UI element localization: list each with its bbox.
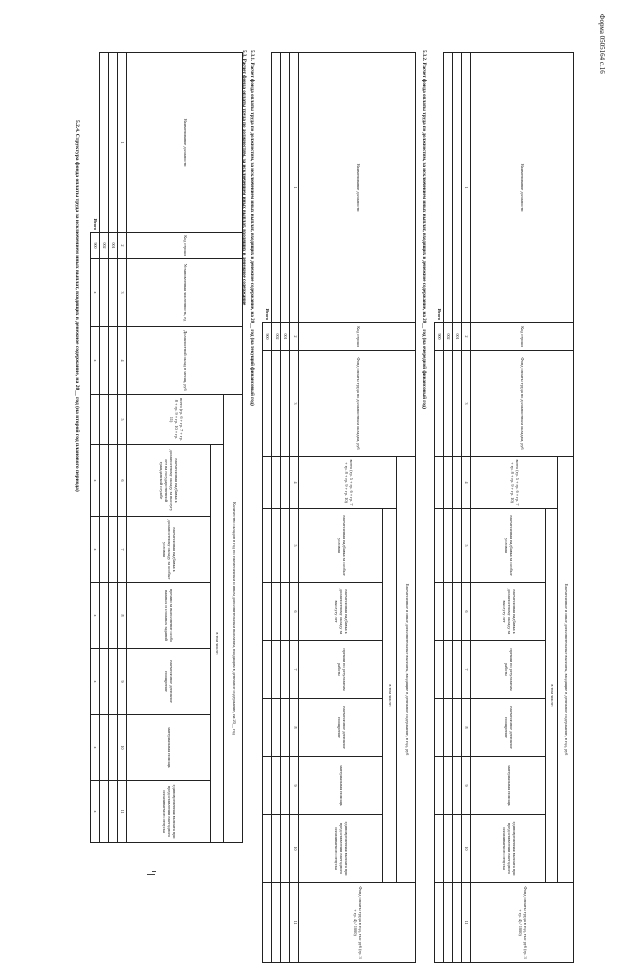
scan-mark [152, 871, 156, 874]
header-c9: материальная помощь [470, 757, 546, 815]
header-c6: ежемесячная надбавка к должностному окладу за выслугу лет [470, 583, 546, 641]
header-in-that: в том числе: [546, 509, 557, 883]
total-label: Итого [265, 308, 271, 320]
total-label: Итого [437, 308, 443, 320]
header-c9: ежемесячное денежное поощрение [127, 649, 210, 715]
table-fot-current-year [262, 52, 416, 963]
header-group: Количество окладов в год по ежемесячным и иным дополнительным выплатам, входящим в денежное содержание, на 20__ год [224, 395, 243, 843]
total-row: Итого 900 х х х х х х х х [91, 53, 100, 843]
header-fot-total: Фонд оплаты труда в год, тыс руб (гр. 3 + гр. 4) / 1000) [299, 883, 416, 963]
table-row: 001 [452, 53, 461, 963]
total-row: Итого 900 [435, 53, 444, 963]
header-position-name: Наименование должности [470, 53, 573, 323]
header-total: всего (гр. 5 + гр. 6 + гр. 7 + гр. 8 + гр. 9 + гр. 10) [299, 457, 397, 509]
table-fot-next-year [434, 52, 574, 963]
total-row: Итого 900 [263, 53, 272, 963]
header-in-that: в том числе: [210, 445, 224, 843]
header-c11: единовременная выплата при предоставлении ежегодного оплачиваемого отпуска [127, 781, 210, 843]
header-c5: ежемесячная надбавка за особые условия [299, 509, 383, 583]
header-fot-salary: Фонд оплаты труда по должностным окладам, руб [299, 351, 416, 457]
header-line-code: Код строки [470, 323, 573, 351]
header-c10: единовременная выплата при предоставлении ежегодного оплачиваемого отпуска [470, 815, 546, 883]
header-c9: материальная помощь [299, 757, 383, 815]
header-group: Ежемесячные и иные дополнительные выплаты, входящие в денежное содержание, в год, руб [397, 457, 416, 883]
header-c7: премии по результатам работы [299, 641, 383, 699]
header-c8: ежемесячное денежное поощрение [299, 699, 383, 757]
header-salary: Должностной оклад в месяц, руб [127, 327, 243, 395]
header-group: Ежемесячные и иные дополнительные выплаты, входящие в денежное содержание, в год, руб [557, 457, 573, 883]
header-c8: премии за выполнение особо важных и сложных заданий [127, 583, 210, 649]
section-5-3-1-heading: 5.3.1. Расчет фонда оплаты труда по должностям, за исключением иных выплат, входящих в денежное содержание, на 20__ год (на текущий финансовый год) [249, 50, 254, 406]
table-row: 001 [281, 53, 290, 963]
header-c5: ежемесячная надбавка за особые условия [470, 509, 546, 583]
table-row: 001 [109, 53, 118, 843]
total-label: Итого [93, 218, 99, 230]
header-c6: ежемесячная надбавка к должностному окладу за выслугу лет на государственной гражданской службе [127, 445, 210, 517]
header-fot-total: Фонд оплаты труда в год, тыс руб (гр. 3 + гр. 4) / 1000) [470, 883, 573, 963]
column-numbers-row: 1 2 3 4 5 6 7 8 9 10 11 [117, 53, 126, 843]
section-5-2-4-heading: 5.2.4. Структура фонда оплаты труда за исключением иных выплат, входящих в денежное содержание, на 20__ год (на второй год планового периода) [74, 120, 80, 492]
table-row: 002 [272, 53, 281, 963]
header-c8: ежемесячное денежное поощрение [470, 699, 546, 757]
table-row: 002 [444, 53, 453, 963]
table-row: 002 [100, 53, 109, 843]
column-numbers-row: 1 2 3 4 5 6 7 8 9 10 11 [290, 53, 299, 963]
header-c6: ежемесячная надбавка к должностному окладу за выслугу лет [299, 583, 383, 641]
table-structure-fot [90, 52, 243, 843]
header-c10: материальная помощь [127, 715, 210, 781]
column-numbers-row: 1 2 3 4 5 6 7 8 9 10 11 [461, 53, 470, 963]
section-5-3-heading: 5.3. Расчет фонда оплаты труда по должностям, за исключением иных выплат, входящих в денежное содержание [241, 50, 246, 306]
header-position-name: Наименование должности [299, 53, 416, 323]
header-line-code: Код строки [127, 233, 243, 259]
header-total: всего (гр. 5 + гр. 6 + гр. 7 + гр. 8 + гр. 9 + гр. 10) [470, 457, 557, 509]
header-c10: единовременная выплата при предоставлении ежегодного оплачиваемого отпуска [299, 815, 383, 883]
header-total: всего (гр. 6 + гр. 7 + гр. 8 + гр. 9 + гр. 10 + гр. 11) [127, 395, 224, 445]
form-id: Форма 0505164 с.16 [598, 14, 606, 74]
header-fot-salary: Фонд оплаты труда по должностным окладам, руб [470, 351, 573, 457]
header-line-code: Код строки [299, 323, 416, 351]
scan-mark [147, 874, 155, 877]
header-in-that: в том числе: [383, 509, 397, 883]
section-5-3-2-heading: 5.3.2. Расчет фонда оплаты труда по должностям, за исключением иных выплат, входящих в денежное содержание, на 20__ год (на очередной финансовый год) [421, 50, 426, 409]
header-c7: ежемесячная надбавка к должностному окладу за особые условия [127, 517, 210, 583]
header-position-name: Наименование должности [127, 53, 243, 233]
header-headcount: Установленная численность, ед [127, 259, 243, 327]
header-c7: премии по результатам работы [470, 641, 546, 699]
